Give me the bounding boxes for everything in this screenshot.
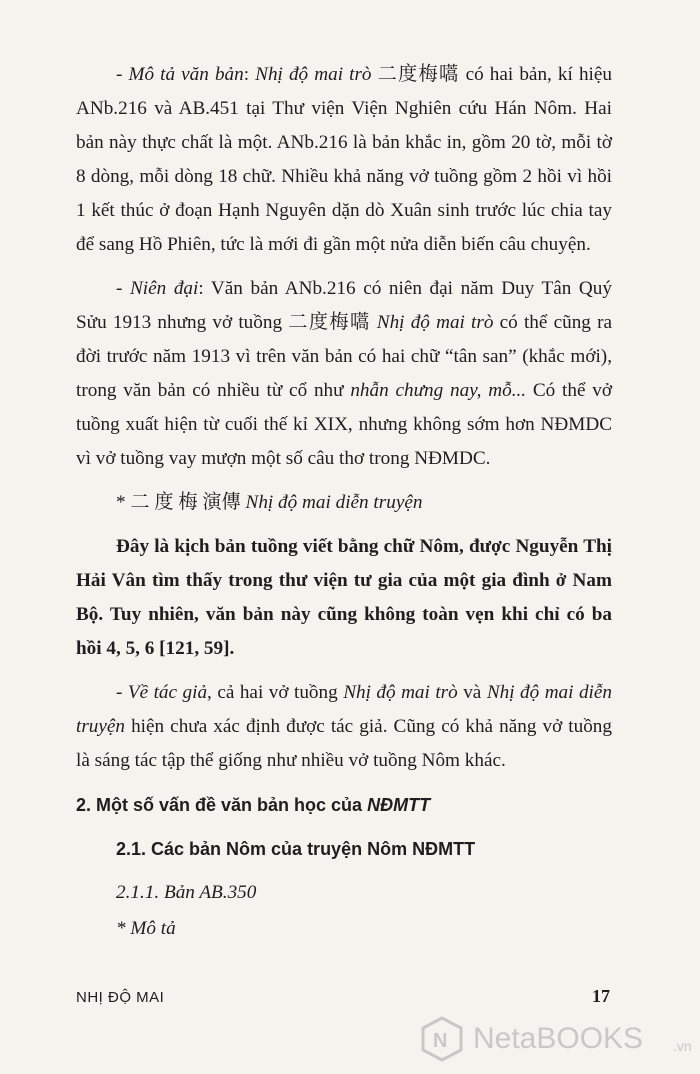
paragraph-dating — [76, 272, 612, 476]
watermark-suffix: .vn — [673, 1038, 692, 1054]
page-number: 17 — [592, 986, 610, 1006]
work-title: Nhị độ mai diễn truyện — [245, 492, 423, 513]
work-heading-prefix: * 二 度 梅 演傳 — [116, 492, 246, 513]
work-title: Nhị độ mai trò — [376, 312, 494, 333]
work-title: Nhị độ mai diễn truyện — [76, 682, 612, 737]
dating-text-c: Có thể vở tuồng xuất hiện từ cuối thế kỉ XIX, nhưng không sớm hơn NĐMDC vì vở tuồng vay mượn một số câu thơ trong NĐMDC. — [76, 380, 613, 469]
running-title: NHỊ ĐỘ MAI — [76, 989, 165, 1006]
label-description: - Mô tả văn bản — [116, 64, 244, 85]
paragraph-author — [76, 676, 612, 778]
page-body — [76, 58, 612, 948]
section-heading — [76, 788, 612, 822]
paragraph-bold-intro: Đây là kịch bản tuồng viết bằng chữ Nôm, được Nguyễn Thị Hải Vân tìm thấy trong thư viện tư gia của một gia đình ở Nam Bộ. Tuy nhiên, văn bản này cũng không toàn vẹn khi chỉ có ba hồi 4, 5, 6 [121, 59]. — [76, 536, 612, 659]
author-text-b: và — [457, 682, 487, 703]
author-text-a: , cả hai vở tuồng — [207, 682, 344, 703]
label-dating: - Niên đại — [116, 278, 199, 299]
watermark — [415, 1008, 695, 1068]
paragraph-work-heading — [76, 486, 612, 520]
dating-text-a: : Văn bản ANb.216 có niên đại năm Duy Tân Quý Sửu 1913 nhưng vở tuồng 二度梅嚆 — [76, 278, 612, 333]
archaic-words: nhẫn chưng nay, mỗ... — [350, 380, 527, 401]
work-title: Nhị độ mai trò — [255, 64, 372, 85]
colon: : — [243, 64, 256, 85]
watermark-logo-icon — [419, 1016, 465, 1062]
description-heading: * Mô tả — [116, 918, 176, 939]
section-heading-abbr: NĐMTT — [367, 795, 431, 815]
description-text: 二度梅嚆 có hai bản, kí hiệu ANb.216 và AB.451 tại Thư viện Viện Nghiên cứu Hán Nôm. Hai bản này thực chất là một. ANb.216 là bản khắc in, gồm 20 tờ, mỗi tờ 8 dòng, mỗi dòng 18 chữ. Nhiều khả năng vở tuồng gồm 2 hồi vì hồi 1 kết thúc ở đoạn Hạnh Nguyên dặn dò Xuân sinh trước lúc chia tay để sang Hồ Phiên, tức là mới đi gần một nửa diễn biến câu chuyện. — [76, 64, 612, 255]
label-author: - Về tác giả — [116, 682, 208, 703]
subsection-heading: 2.1. Các bản Nôm của truyện Nôm NĐMTT — [116, 839, 476, 859]
dating-text-b: có thể cũng ra đời trước năm 1913 vì trên văn bản có hai chữ “tân san” (khắc mới), trong văn bản có nhiều từ cổ như — [76, 312, 612, 401]
section-heading-text: 2. Một số vấn đề văn bản học của — [76, 795, 368, 815]
subsubsection-heading: 2.1.1. Bản AB.350 — [116, 882, 257, 903]
author-text-c: hiện chưa xác định được tác giả. Cũng có khả năng vở tuồng là sáng tác tập thể giống như nhiều vở tuồng Nôm khác. — [76, 716, 612, 771]
work-title: Nhị độ mai trò — [343, 682, 458, 703]
paragraph-description — [76, 58, 612, 262]
svg-text:N: N — [433, 1030, 448, 1052]
watermark-text: NetaBOOKS — [473, 1022, 644, 1055]
